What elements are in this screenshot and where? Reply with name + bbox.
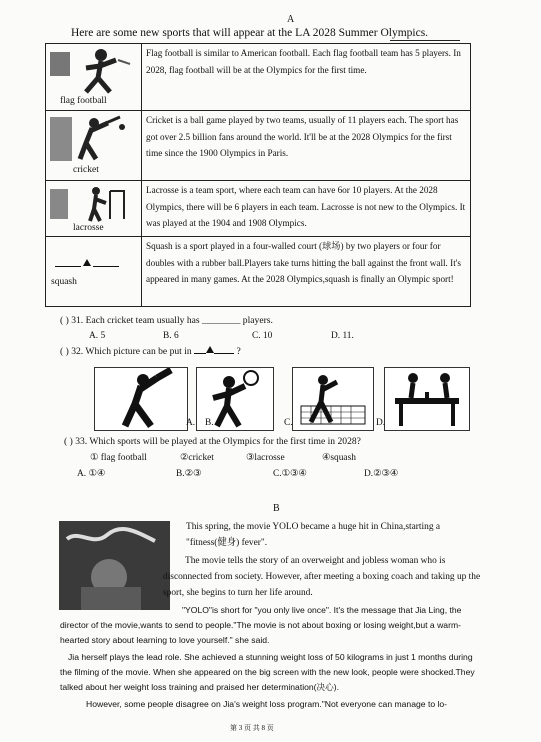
q32-picture-a[interactable] (94, 367, 188, 431)
q31-option-a[interactable]: A. 5 (89, 331, 106, 341)
triangle-icon (206, 346, 214, 353)
q31-blank[interactable]: ________ (202, 315, 241, 326)
flag-football-icon (46, 46, 139, 96)
q32-picture-c[interactable] (292, 367, 374, 431)
q33-item-3: ③lacrosse (246, 453, 285, 463)
squash-text: Squash is a sport played in a four-walled court (球场) by two players or four for doubles with a rubber ball.Players take turns hitting the ball against the front wall. It's appeared in many games. At the 2028 Olympics,squash is finally an Olympic sport! (142, 237, 471, 307)
q33-stem: 33. Which sports will be played at the Olympics for the first time in 2028? (75, 436, 361, 447)
q31-option-b[interactable]: B. 6 (163, 331, 179, 341)
answer-paren[interactable]: ( ) (64, 436, 73, 447)
q33-option-d[interactable]: D.②③④ (364, 469, 399, 479)
triangle-icon (83, 259, 91, 266)
lacrosse-cell (46, 181, 142, 237)
lacrosse-text: Lacrosse is a team sport, where each team can have 6or 10 players. At the 2028 Olympics, there will be 6 players in each team. Lacrosse is not new to the Olympics. It was played at the 1904 and 1908 Olympics. (142, 181, 471, 237)
squash-cell (46, 237, 142, 307)
intro-underline (390, 40, 460, 41)
table-tennis-icon (385, 368, 469, 430)
cricket-cell (46, 111, 142, 181)
q32-letter-d: D. (376, 418, 386, 428)
q32-stem: 32. Which picture can be put in (71, 346, 192, 357)
q33-item-2: ②cricket (180, 453, 214, 463)
paragraph-2: The movie tells the story of an overweight and jobless woman who is disconnected from society. However, after meeting a boxing coach and taking up the sport, she begins to turn her life around. (163, 556, 481, 598)
q31-option-d[interactable]: D. 11. (331, 331, 354, 341)
q31-option-c[interactable]: C. 10 (252, 331, 273, 341)
page-footer: 第 3 页 共 8 页 (230, 724, 274, 732)
q32-end: ? (236, 346, 241, 357)
section-a-intro: Here are some new sports that will appear at the LA 2028 Summer Olympics. (71, 27, 429, 39)
lacrosse-icon (46, 183, 139, 223)
tennis-player-icon (293, 368, 373, 430)
flag-football-cell (46, 44, 142, 111)
cricket-player-icon (95, 368, 187, 430)
section-a-label: A (287, 14, 295, 25)
q32-letter-b: B. (205, 418, 214, 428)
q33-item-4: ④squash (322, 453, 356, 463)
q33-option-a[interactable]: A. ①④ (77, 469, 106, 479)
lacrosse-caption: lacrosse (73, 223, 104, 233)
q33-item-1: ① flag football (90, 453, 147, 463)
flag-football-text: Flag football is similar to American football. Each flag football team has 5 players. In 2028, flag football will be at the Olympics for the first time. (142, 44, 471, 111)
answer-paren[interactable]: ( ) (60, 315, 69, 326)
flag-football-caption: flag football (60, 96, 107, 106)
q32-letter-c: C. (284, 418, 293, 428)
cricket-icon (46, 113, 139, 165)
movie-poster-image (59, 521, 170, 610)
paragraph-3: "YOLO"is short for "you only live once". It's the message that Jia Ling, the director of the movie,wants to send to people."The movie is not about boxing or losing weight,but a warm-hearted story about learning to love yourself." she said. (60, 605, 462, 645)
q31-end: players. (242, 315, 273, 326)
squash-caption: squash (51, 277, 77, 287)
q32-letter-a: A. (186, 418, 196, 428)
q32-picture-d[interactable] (384, 367, 470, 431)
cricket-caption: cricket (73, 165, 99, 175)
paragraph-4: Jia herself plays the lead role. She achieved a stunning weight loss of 50 kilograms in just 1 months during the filming of the movie. When she appeared on the big screen with the new look, people were shocked.They talked about her weight loss training and praised her determination(决心). (60, 652, 475, 692)
paragraph-1: This spring, the movie YOLO became a huge hit in China,starting a "fitness(健身) fever". (186, 522, 441, 548)
squash-blank (52, 259, 122, 269)
q33-option-c[interactable]: C.①③④ (273, 469, 307, 479)
answer-paren[interactable]: ( ) (60, 346, 69, 357)
question-33 (64, 436, 361, 447)
paragraph-5: However, some people disagree on Jia's weight loss program."Not everyone can manage to lo- (86, 699, 448, 709)
q31-stem: 31. Each cricket team usually has (71, 315, 200, 326)
question-31 (60, 315, 273, 326)
cricket-text: Cricket is a ball game played by two teams, usually of 11 players each. The sport has got over 2.5 billion fans around the world. It'll be at the 2028 Olympics for the first time since the 1900 Olympics in Paris. (142, 111, 471, 181)
section-b-label: B (273, 503, 280, 514)
sports-table (45, 43, 471, 307)
question-32 (60, 346, 241, 357)
movie-poster (59, 521, 170, 610)
q33-option-b[interactable]: B.②③ (176, 469, 202, 479)
